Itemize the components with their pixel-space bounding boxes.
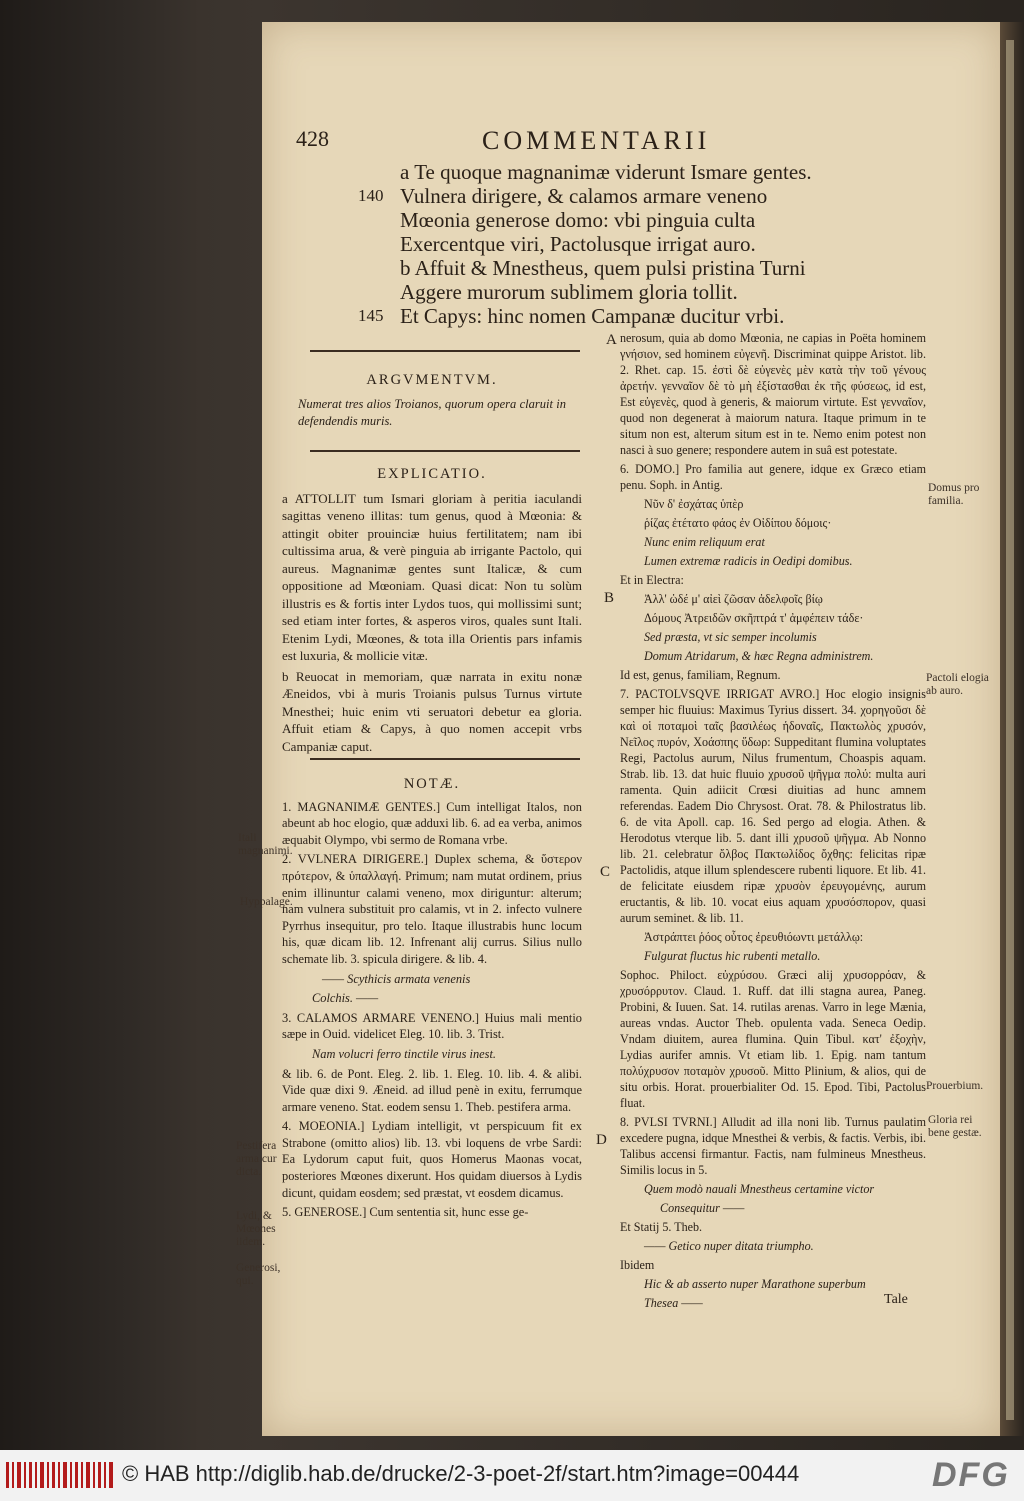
verse-line: 145 Et Capys: hinc nomen Campanæ ducitur vrbi. <box>358 304 785 328</box>
dfg-logo: DFG <box>932 1456 1010 1494</box>
greek-quote: Ἀλλ' ὡδέ μ' αἰεὶ ζῶσαν ἀδελφοῖς βίῳ <box>644 592 823 606</box>
verse-block <box>360 160 830 328</box>
greek-quote: Ἀστράπτει ῥόος οὗτος ἐρευθιόωντι μετάλλῳ: <box>644 930 864 944</box>
greek-quote: ῥίζας ἐτέτατο φάος ἐν Οἰδίπου δόμοις· <box>644 516 832 530</box>
rule-explicatio <box>310 450 580 452</box>
latin-quote: Consequitur —— <box>660 1201 745 1215</box>
latin-quote: Domum Atridarum, & hæc Regna administrem. <box>644 649 874 663</box>
note-5: 5. GENEROSE.] Cum sententia sit, hunc esse ge- <box>282 1205 529 1220</box>
hab-barcode-logo <box>4 1458 124 1492</box>
note-8: 8. PVLSI TVRNI.] Alludit ad illa noni lib. Turnus paulatim excedere pugna, idque Mnesthei & verbis, & factis. Verbis, ibi. Talibus accensi firmantur. Factis, nam fulmineus Mnestheus. Similis locus in 5. <box>620 1115 926 1177</box>
greek-quote: Δόμους Ἀτρειδῶν σκῆπτρά τ' ἀμφέπειν τάδε· <box>644 611 864 625</box>
right-para: Ibidem <box>620 1258 655 1272</box>
margin-note-left: Generosi, qui. <box>236 1262 281 1287</box>
section-letter: C <box>600 864 611 880</box>
latin-quote: Quem modò nauali Mnestheus certamine victor <box>644 1182 875 1196</box>
explicatio-heading: EXPLICATIO. <box>377 466 487 482</box>
margin-note-left: Pestifera arma cur dicta. <box>236 1140 277 1178</box>
note-quote: Nam volucri ferro tinctile virus inest. <box>312 1046 497 1061</box>
margin-note-left: Itali magnanimi. <box>238 832 293 857</box>
margin-note-left: Hyppalage. <box>240 896 293 908</box>
note-quote: —— Scythicis armata venenis <box>322 971 471 986</box>
note-4: 4. MOEONIA.] Lydiam intelligit, vt perspicuum fit ex Strabone (omitto alios) lib. 13. vbi loquens de vrbe Sardi: Ea Lydorum caput fuit, quos Homerus Maonas vocat, posteriores Mœones dixerunt. Hos quidam diuersos à Lydis dicunt, quidam eosdem; sed præstat, vt eosdem dicamus. <box>282 1119 582 1200</box>
right-para: nerosum, quia ab domo Mœonia, ne capias in Poëta hominem γνήσιον, sed hominem εὐγενῆ. Discriminat quippe Aristot. lib. 2. Rhet. cap. 15. ἐστὶ δὲ εὐγενὲς μὲν κατὰ τὴν τοῦ γένους ἀρετήν. γενναῖον δὲ τὸ μὴ ἐξίστασθαι ἐκ τῆς φύσεως, id est, Est εὐγενὲς, quod à generis, & maiorum virtute. Est γενναῖον, quod non degenerat à maiorum natura. Itaque primum in te situm non est, alterum situm est in te. Nemo enim potest non nasci à suo genere; respondere autem in suâ est potestate. <box>620 331 926 457</box>
margin-note-right: Domus pro familia. <box>928 482 980 507</box>
explicatio-b: b Reuocat in memoriam, quæ narrata in exitu nonæ Æneidos, vbi à muris Troianis pulsus Turnus virtute Mnesthei; huic enim vti seruatori debetur ea gloria. Affuit etiam & Capys, à quo nomen accepit vrbs Campaniæ caput. <box>282 668 582 754</box>
catchword: Tale <box>884 1292 908 1307</box>
left-column <box>282 366 582 434</box>
section-letter: A <box>606 332 617 348</box>
rule-argumentum <box>310 350 580 352</box>
copyright-url[interactable]: © HAB http://diglib.hab.de/drucke/2-3-poet-2f/start.htm?image=00444 <box>122 1461 800 1486</box>
right-para: Et Statij 5. Theb. <box>620 1220 703 1234</box>
notae-heading: NOTÆ. <box>403 776 461 792</box>
explicatio-a: a ATTOLLIT tum Ismari gloriam à peritia iaculandi sagittas veneno illitas: tum genus, quod à Mœonia: & attingit obiter prouinciæ huius fertilitatem; nam ibi cultissima arua, & verè pinguia ab irrigante Pactolo, qui aureus. Magnanimæ gentes sunt Italicæ, & cum oppositione ad Mœoniam. Quasi dicat: Non tu solùm illustris es & fortis inter Lydos tuos, qui mollissimi sunt; sed etiam inter fortes, & asperos viros, quales sunt Itali. Etenim Lydi, Mœones, & tota illa Orientis pars infamis est luxuria, & mollicie vitæ. <box>282 490 582 663</box>
note-6: 6. DOMO.] Pro familia aut genere, idque ex Græco etiam penu. Soph. in Antig. <box>620 462 926 492</box>
note-quote: Colchis. —— <box>312 991 379 1006</box>
latin-quote: Lumen extremæ radicis in Oedipi domibus. <box>644 554 853 568</box>
page-header <box>296 126 816 160</box>
latin-quote: Fulgurat fluctus hic rubenti metallo. <box>644 949 821 963</box>
argumentum-heading: ARGVMENTVM. <box>366 372 498 388</box>
right-column <box>620 330 926 1314</box>
verse-line: a Te quoque magnanimæ viderunt Ismare gentes. <box>400 160 812 184</box>
running-head: COMMENTARII <box>482 126 711 155</box>
right-para: Sophoc. Philoct. εὐχρύσου. Græci alij χρυσορρόαν, & χρυσόρρυτον. Claud. 1. Ruff. dat illi stagna aurea, Paneg. Probini, & Iuuen. Sat. 14. rutilas arenas. Varro in lege Mænia, aureas vndas. Auctor Theb. opulenta vada. Seneca Oedip. Vndam diuitem, aurea flumina. Quin Tibul. κατ' ἐξοχὴν, Lydias aurifer amnis. Vt etiam lib. 1. Epig. nam tantum πολύχρυσον ποταμὸν χρυσοῦ. Mitto Plinium, & alios, qui de situ orbis. Horat. prouerbialiter Od. 15. Epod. Tibi, Pactolus fluat. <box>620 968 926 1110</box>
margin-note-left: Lydi, & Mœones iidem. <box>236 1210 276 1248</box>
verse-line: Aggere murorum sublimem gloria tollit. <box>400 280 738 304</box>
margin-note-right: Prouerbium. <box>926 1080 984 1092</box>
latin-quote: Thesea —— <box>644 1296 703 1310</box>
viewer-footer <box>0 1450 1024 1501</box>
argumentum-text: Numerat tres alios Troianos, quorum opera claruit in defendendis muris. <box>298 396 566 428</box>
greek-quote: Νῦν δ' ἐσχάτας ὑπὲρ <box>644 497 744 511</box>
section-letter: B <box>604 590 615 606</box>
verse-line: b Affuit & Mnestheus, quem pulsi pristina Turni <box>400 256 806 280</box>
page-edge-sheet <box>1006 40 1014 1420</box>
latin-quote: Hic & ab asserto nuper Marathone superbum <box>644 1277 866 1291</box>
left-column-notae <box>282 770 582 1224</box>
rule-notae <box>310 758 580 760</box>
note-2: 2. VVLNERA DIRIGERE.] Duplex schema, & ὕστερον πρότερον, & ὑπαλλαγή. Primum; nam mutat ordinem, prius enim illinuntur calami veneno, mox diriguntur: alterum; nam vulnera substituit pro calamis, vt in 2. infecto vulnere Pyrrhus insequitur, pro telo. Itaque illustrabis hunc locum his, quæ dicam lib. 12. Infrenant alij currus. Silius nullo schemate lib. 3. spicula dirigere. & lib. 4. <box>282 852 582 966</box>
latin-quote: —— Getico nuper ditata triumpho. <box>644 1239 814 1253</box>
note-3-cont: & lib. 6. de Pont. Eleg. 2. lib. 1. Eleg. 10. lib. 4. & alibi. Vide quæ dixi 9. Æneid. ad illud penè in exitu, ferrumque armare veneno. Stat. eodem sensu 1. Theb. pestifera arma. <box>282 1066 582 1114</box>
latin-quote: Sed præsta, vt sic semper incolumis <box>644 630 817 644</box>
latin-quote: Nunc enim reliquum erat <box>644 535 765 549</box>
note-3: 3. CALAMOS ARMARE VENENO.] Huius mali mentio sæpe in Ouid. videlicet Eleg. 10. lib. 3. Trist. <box>282 1010 582 1042</box>
left-column-explicatio <box>282 460 582 758</box>
margin-note-right: Pactoli elogia ab auro. <box>926 672 989 697</box>
folio-number: 428 <box>296 126 329 151</box>
right-para: Id est, genus, familiam, Regnum. <box>620 668 781 682</box>
margin-note-right: Gloria rei bene gestæ. <box>928 1114 982 1139</box>
right-para: Et in Electra: <box>620 573 684 587</box>
verse-line: 140 Vulnera dirigere, & calamos armare veneno <box>358 184 768 208</box>
verse-line: Exercentque viri, Pactolusque irrigat auro. <box>400 232 756 256</box>
section-letter: D <box>596 1132 607 1148</box>
note-7: 7. PACTOLVSQVE IRRIGAT AVRO.] Hoc elogio insignis semper hic fluuius: Maximus Tyrius dissert. 34. χορηγοῦσι δὲ καὶ οἱ ποταμοὶ ταῖς βασιλέως ἡδοναῖς, Πακτωλὸς χρυσόν, Νεῖλος πυρόν, Χοάσπης ὕδωρ: Suppeditant flumina voluptates Regi, Pactolus aurum, Nilus frumentum, Choaspis aquam. Strab. lib. 13. dat huic fluuio χρυσοῦ ψῆγμα πολύ: multa auri ramenta. Quin adiicit Crœsi diuitias ad hunc amnem referendas. Eadem Dio Chrysost. Orat. 78. & Philostratus lib. 6. de vita Apoll. cap. 16. Sed pergo ad elogia. Athen. & Herodotus vterque lib. 5. dant illi χρυσοῦ ψῆγμα. Ab Nonno lib. 21. celebratur ὄλβος Πακτωλίδος ὄχθης: felicitas ripæ Pactolidis, atque illum splendescere rubenti liquore. Et lib. 41. de felicitate eiusdem ripæ χρυσὸν ἐρευγομένης, aurum eructantis, & lib. 10. vocat eius aquam χρυσόσπορον, quasi aurum seminet. & lib. 11. <box>620 687 926 925</box>
note-1: 1. MAGNANIMÆ GENTES.] Cum intelligat Italos, non abeunt ab hoc elogio, quæ adduxi lib. 6. ad ea verba, animos æquabit Olympo, vbi sermo de Romana vrbe. <box>282 799 582 847</box>
verse-line: Mœonia generose domo: vbi pinguia culta <box>400 208 756 232</box>
